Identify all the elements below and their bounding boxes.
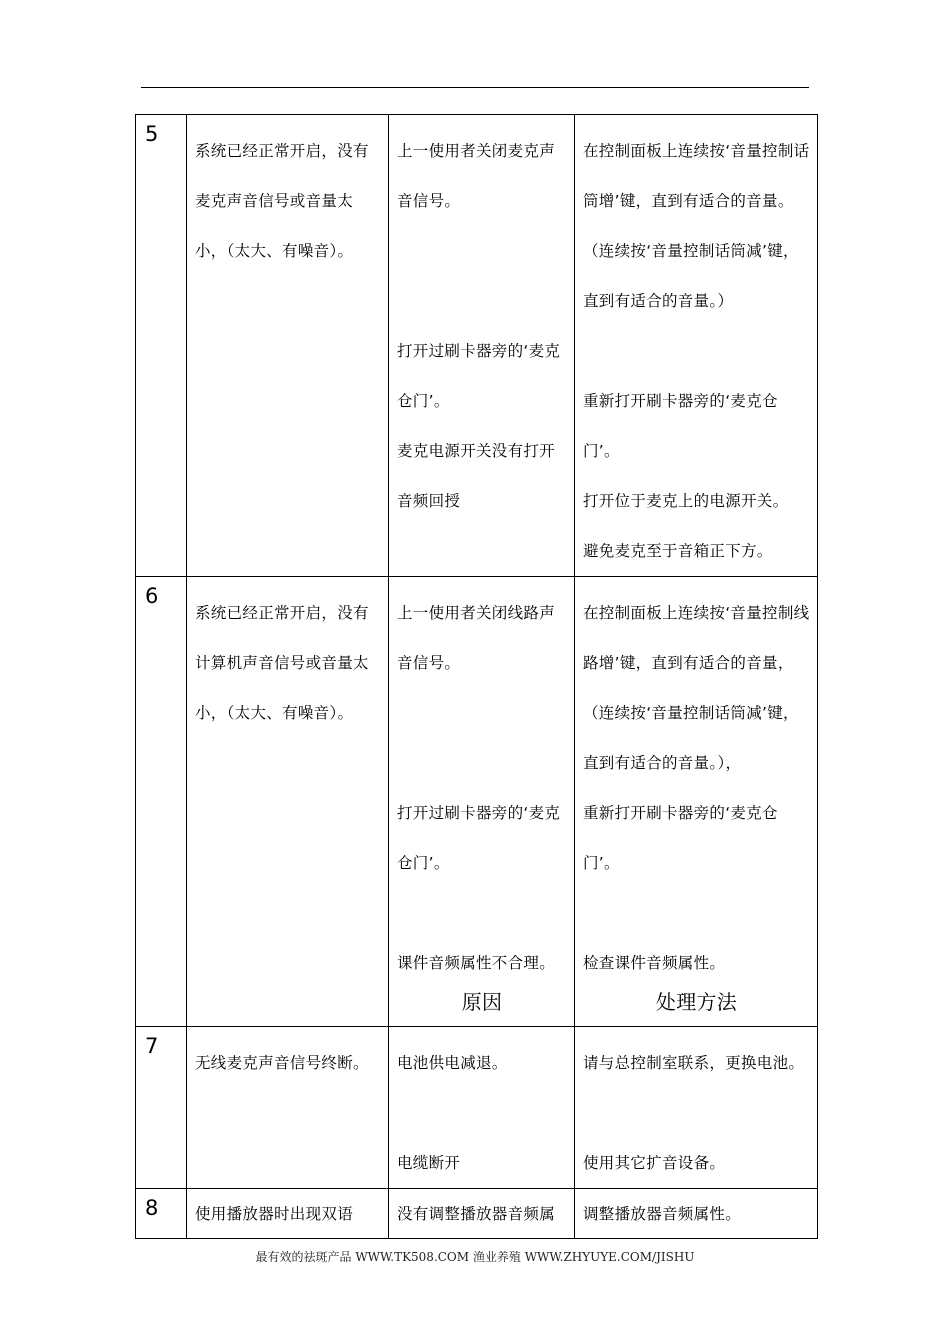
fix-cell [575, 1027, 817, 1188]
header-rule [141, 87, 809, 88]
fix-text: 避免麦克至于音箱正下方。 [583, 542, 773, 560]
cause-text: 课件音频属性不合理。 [397, 954, 556, 972]
fix-text: 在控制面板上连续按‘音量控制线路增’键，直到有适合的音量，（连续按‘音量控制话筒减’键，直到有适合的音量。）， [583, 604, 810, 772]
table-row [136, 1027, 818, 1189]
fix-cell: 调整播放器音频属性。 [583, 1205, 742, 1223]
table-row [136, 115, 818, 577]
fix-text: 重新打开刷卡器旁的‘麦克仓门’。 [583, 392, 778, 460]
table-row [136, 1189, 818, 1239]
row-number: 6 [145, 584, 159, 608]
cause-text: 麦克电源开关没有打开 [397, 442, 556, 460]
fix-text: 使用其它扩音设备。 [583, 1154, 726, 1172]
fix-text: 打开位于麦克上的电源开关。 [583, 492, 789, 510]
fix-text: 重新打开刷卡器旁的‘麦克仓门’。 [583, 804, 778, 872]
fix-text: 请与总控制室联系，更换电池。 [583, 1054, 805, 1072]
fix-column-header: 处理方法 [655, 990, 738, 1014]
cause-cell [389, 1027, 574, 1188]
symptom-cell: 系统已经正常开启，没有麦克声音信号或音量太小，（太大、有噪音）。 [195, 142, 369, 260]
row-number: 8 [145, 1196, 159, 1220]
fix-text: 检查课件音频属性。 [583, 954, 726, 972]
cause-cell: 没有调整播放器音频属 [397, 1205, 556, 1223]
fix-cell [575, 115, 817, 576]
symptom-cell: 系统已经正常开启，没有计算机声音信号或音量太小，（太大、有噪音）。 [195, 604, 369, 722]
symptom-cell: 无线麦克声音信号终断。 [195, 1054, 369, 1072]
page-footer: 最有效的祛斑产品 WWW.TK508.COM 渔业养殖 WWW.ZHYUYE.COM/JISHU [255, 1250, 695, 1264]
cause-text: 打开过刷卡器旁的‘麦克仓门’。 [397, 804, 561, 872]
cause-column-header: 原因 [461, 990, 503, 1014]
table-row [136, 577, 818, 1027]
cause-cell [389, 577, 574, 1022]
row-number: 7 [145, 1034, 159, 1058]
cause-text: 电缆断开 [397, 1154, 461, 1172]
cause-text: 打开过刷卡器旁的‘麦克仓门’。 [397, 342, 561, 410]
cause-cell [389, 115, 574, 526]
fault-table [135, 114, 818, 1239]
symptom-cell: 使用播放器时出现双语 [195, 1205, 354, 1223]
cause-text: 上一使用者关闭线路声音信号。 [397, 604, 556, 672]
cause-text: 电池供电减退。 [397, 1054, 508, 1072]
fix-cell [575, 577, 817, 1022]
fix-text: 在控制面板上连续按‘音量控制话筒增’键，直到有适合的音量。（连续按‘音量控制话筒减’键，直到有适合的音量。） [583, 142, 810, 310]
cause-text: 音频回授 [397, 492, 461, 510]
row-number: 5 [145, 122, 159, 146]
cause-text: 上一使用者关闭麦克声音信号。 [397, 142, 556, 210]
